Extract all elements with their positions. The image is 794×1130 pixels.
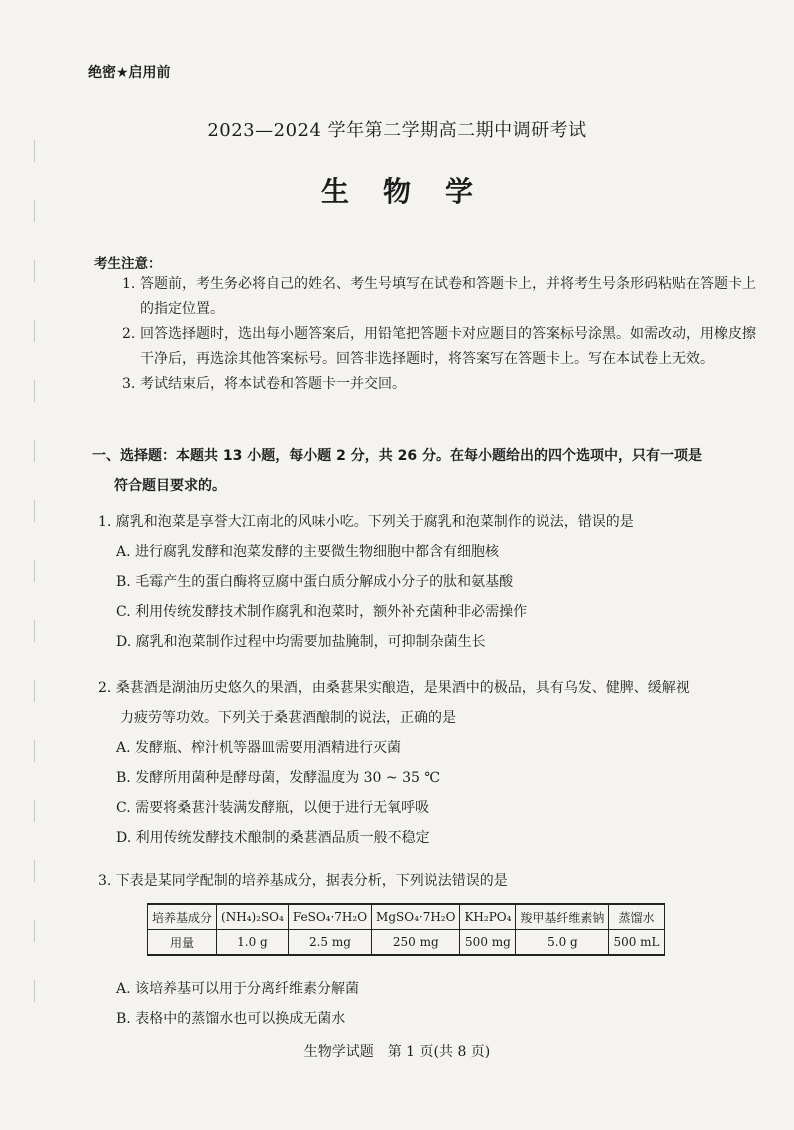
notice-item-text: 回答选择题时，选出每小题答案后，用铅笔把答题卡对应题目的答案标号涂黑。如需改动，用橡皮擦干净后，再选涂其他答案标号。回答非选择题时，将答案写在答题卡上。写在本试卷上无效。 bbox=[140, 326, 756, 367]
question-3 bbox=[98, 866, 768, 896]
notice-item bbox=[122, 322, 762, 372]
table-cell: KH₂PO₄ bbox=[460, 904, 516, 930]
notice-item-number: 2. bbox=[122, 326, 136, 342]
option-b: B. 毛霉产生的蛋白酶将豆腐中蛋白质分解成小分子的肽和氨基酸 bbox=[116, 574, 514, 590]
section-heading bbox=[92, 441, 752, 501]
table-row bbox=[148, 930, 665, 956]
binding-edge-mark bbox=[34, 140, 35, 1040]
table-cell: (NH₄)₂SO₄ bbox=[217, 904, 289, 930]
question-2 bbox=[98, 673, 768, 853]
table-cell: FeSO₄·7H₂O bbox=[288, 904, 371, 930]
page-footer: 生物学试题 第 1 页(共 8 页) bbox=[303, 1044, 491, 1060]
option-a: A. 该培养基可以用于分离纤维素分解菌 bbox=[116, 981, 360, 997]
table-cell: 500 mg bbox=[460, 930, 516, 956]
question-stem: 3. 下表是某同学配制的培养基成分，据表分析，下列说法错误的是 bbox=[98, 873, 508, 889]
option-c: C. 需要将桑葚汁装满发酵瓶，以便于进行无氧呼吸 bbox=[116, 800, 430, 816]
notice-item bbox=[122, 372, 762, 397]
notice-heading: 考生注意： bbox=[94, 256, 162, 272]
section-heading-line: 符合题目要求的。 bbox=[114, 478, 226, 494]
section-heading-line: 一、选择题：本题共 13 小题，每小题 2 分，共 26 分。在每小题给出的四个选项中，只有一项是 bbox=[92, 448, 702, 464]
notice-list bbox=[122, 272, 762, 397]
option-b: B. 表格中的蒸馏水也可以换成无菌水 bbox=[116, 1011, 346, 1027]
table-cell: 500 mL bbox=[609, 930, 664, 956]
table-cell: 羧甲基纤维素钠 bbox=[516, 904, 609, 930]
table-cell: 250 mg bbox=[372, 930, 460, 956]
notice-item-text: 考试结束后，将本试卷和答题卡一并交回。 bbox=[140, 376, 406, 392]
option-d: D. 利用传统发酵技术酿制的桑葚酒品质一般不稳定 bbox=[116, 830, 430, 846]
option-b: B. 发酵所用菌种是酵母菌，发酵温度为 30 ~ 35 ℃ bbox=[116, 770, 441, 786]
table-cell: 1.0 g bbox=[217, 930, 289, 956]
question-1 bbox=[98, 507, 768, 657]
table-cell: MgSO₄·7H₂O bbox=[372, 904, 460, 930]
table-cell: 2.5 mg bbox=[288, 930, 371, 956]
option-d: D. 腐乳和泡菜制作过程中均需要加盐腌制，可抑制杂菌生长 bbox=[116, 634, 486, 650]
exam-title: 2023—2024 学年第二学期高二期中调研考试 bbox=[207, 120, 587, 141]
notice-item-text: 答题前，考生务必将自己的姓名、考生号填写在试卷和答题卡上，并将考生号条形码粘贴在答题卡上的指定位置。 bbox=[140, 276, 756, 317]
option-c: C. 利用传统发酵技术制作腐乳和泡菜时，额外补充菌种非必需操作 bbox=[116, 604, 528, 620]
question-stem: 2. 桑葚酒是湖油历史悠久的果酒，由桑葚果实酿造，是果酒中的极品，具有乌发、健脾、缓解视 bbox=[98, 680, 690, 696]
table-cell: 培养基成分 bbox=[148, 904, 217, 930]
secret-label: 绝密★启用前 bbox=[88, 65, 171, 81]
option-a: A. 进行腐乳发酵和泡菜发酵的主要微生物细胞中都含有细胞核 bbox=[116, 544, 500, 560]
question-stem: 1. 腐乳和泡菜是享誉大江南北的风味小吃。下列关于腐乳和泡菜制作的说法，错误的是 bbox=[98, 514, 634, 530]
table-cell: 蒸馏水 bbox=[609, 904, 664, 930]
table-cell: 5.0 g bbox=[516, 930, 609, 956]
subject-title: 生物学 bbox=[320, 175, 507, 208]
notice-item-number: 1. bbox=[122, 276, 136, 292]
option-a: A. 发酵瓶、榨汁机等器皿需要用酒精进行灭菌 bbox=[116, 740, 402, 756]
medium-composition-table bbox=[147, 903, 665, 956]
notice-item-number: 3. bbox=[122, 376, 136, 392]
table-header-row bbox=[148, 904, 665, 930]
notice-item bbox=[122, 272, 762, 322]
question-stem-continued: 力疲劳等功效。下列关于桑葚酒酿制的说法，正确的是 bbox=[120, 710, 456, 726]
table-cell: 用量 bbox=[148, 930, 217, 956]
question-3-options bbox=[116, 974, 716, 1034]
